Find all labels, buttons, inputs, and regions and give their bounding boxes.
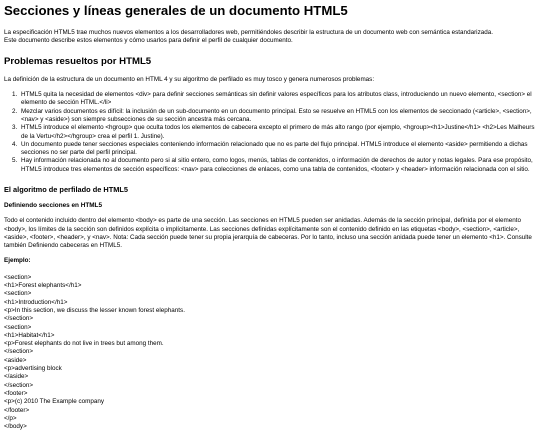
- list-item: 5. Hay información relacionada no al documento pero si al sitio entero, como logos, menús, tablas de contenidos, o información de derechos de autor y notas legales. Para ese propósito, HTML5 introduce tres elementos de sección específicos: <nav> para colecciones de enlaces, como una tabla de contenidos, <footer> y <header> información relacionada con el sitio.: [19, 157, 536, 174]
- code-line: </section>: [4, 381, 34, 389]
- code-line: <h1>Forest elephants</h1>: [4, 282, 82, 290]
- intro-block: [4, 29, 536, 46]
- section-heading-algorithm: El algoritmo de perfilado de HTML5: [4, 185, 129, 195]
- code-line: <h1>Habitat</h1>: [4, 331, 55, 339]
- code-line: </footer>: [4, 406, 30, 414]
- problems-list: [4, 91, 536, 174]
- code-example: [4, 274, 536, 431]
- code-line: <footer>: [4, 389, 28, 397]
- code-line: </body>: [4, 423, 27, 431]
- code-line: <p>Forest elephants do not live in trees but among them.: [4, 340, 164, 348]
- intro-line-1: La especificación HTML5 trae muchos nuevos elementos a los desarrolladores web, permitiéndoles describir la estructura de un documento web con semántica estandarizada.: [4, 29, 493, 37]
- intro-line-2: Este documento describe estos elementos y cómo usarlos para definir el perfil de cualquier documento.: [4, 37, 293, 45]
- code-line: <h1>Introduction</h1>: [4, 298, 68, 306]
- list-item: 3. HTML5 introduce el elemento <hgroup> que oculta todos los elementos de cabecera excepto el primero de más alto rango (por ejemplo, <hgroup><h1>Justine</h1> <h2>Les Malheurs de la Vertu</h2></hgroup> crea el perfil 1. Justine).: [19, 124, 536, 141]
- page-title: Secciones y líneas generales de un documento HTML5: [4, 3, 348, 18]
- code-line: </p>: [4, 414, 17, 422]
- problems-paragraph: La definición de la estructura de un documento en HTML 4 y su algoritmo de perfilado es muy tosco y genera numerosos problemas:: [4, 75, 375, 83]
- list-item: 4. Un documento puede tener secciones especiales conteniendo información relacionado que no es parte del flujo principal. HTML5 introduce el elemento <aside> permitiendo a dichas secciones no ser parte del perfil principal.: [19, 141, 536, 158]
- subsection-heading-defining: Definiendo secciones en HTML5: [4, 201, 103, 209]
- example-label: Ejemplo:: [4, 257, 31, 265]
- code-line: <section>: [4, 273, 32, 281]
- code-line: <p>In this section, we discuss the lesser known forest elephants.: [4, 306, 185, 314]
- code-line: </section>: [4, 348, 34, 356]
- list-item: 1. HTML5 quita la necesidad de elementos <div> para definir secciones semánticas sin definir valores específicos para los atributos class, introduciendo un nuevo elemento, <section> el elemento de sección HTML.</li>: [19, 91, 536, 108]
- section-heading-problems: Problemas resueltos por HTML5: [4, 55, 152, 67]
- list-item: 2. Mezclar varios documentos es difícil: la inclusión de un sub-documento en un documento principal. Esto se resuelve en HTML5 con los elementos de seccionado (<article>, <section>, <nav> y <aside>) son siempre subsecciones de su sección ancestra más cercana.: [19, 108, 536, 125]
- code-line: <section>: [4, 290, 32, 298]
- code-line: <p>(c) 2010 The Example company: [4, 398, 104, 406]
- code-line: <section>: [4, 323, 32, 331]
- code-line: </section>: [4, 315, 34, 323]
- code-line: <p>advertising block: [4, 365, 62, 373]
- code-line: </aside>: [4, 373, 29, 381]
- code-line: <aside>: [4, 356, 27, 364]
- defining-paragraph: Todo el contenido incluido dentro del elemento <body> es parte de una sección. Las secciones en HTML5 pueden ser anidadas. Además de la sección principal, definida por el elemento <body>, los límites de la sección son definidos explícita o implícitamente. Las secciones definidas explícitamente son el contenido definido en las etiquetas <body>, <section>, <article>, <aside>, <footer>, <header>, y <nav>. Nota: Cada sección puede tener su propia jerarquía de cabeceras. Por lo tanto, incluso una sección anidada puede tener un elemento <h1>. Consulte también Definiendo cabeceras en HTML5.: [4, 217, 532, 250]
